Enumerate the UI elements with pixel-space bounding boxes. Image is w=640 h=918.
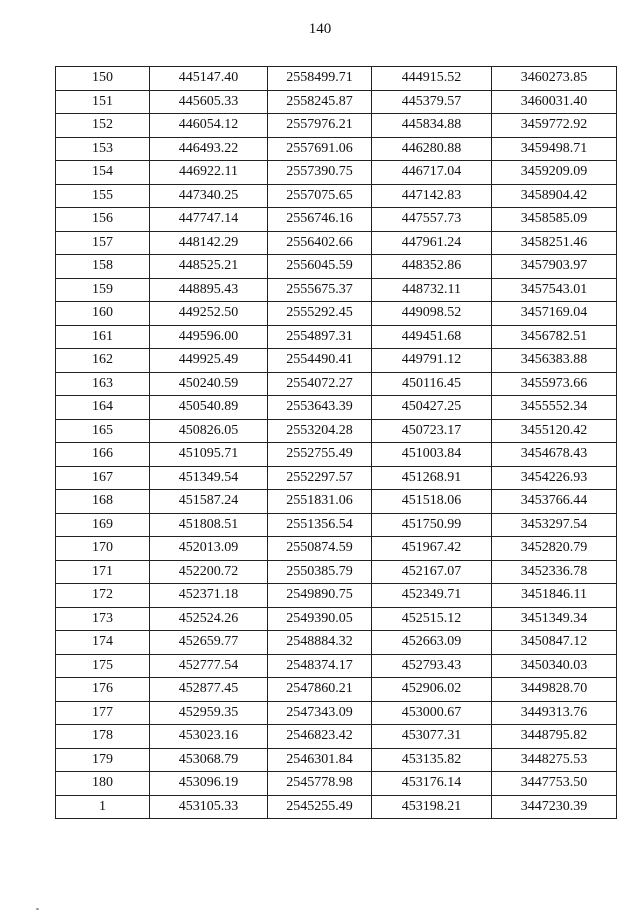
y1-cell: 2555675.37 xyxy=(268,278,372,302)
x1-cell: 452777.54 xyxy=(150,654,268,678)
point-number-cell: 156 xyxy=(56,208,150,232)
y1-cell: 2547343.09 xyxy=(268,701,372,725)
table-row xyxy=(56,161,617,185)
point-number-cell: 166 xyxy=(56,443,150,467)
point-number-cell: 165 xyxy=(56,419,150,443)
y1-cell: 2558499.71 xyxy=(268,67,372,91)
table-row xyxy=(56,443,617,467)
point-number-cell: 170 xyxy=(56,537,150,561)
point-number-cell: 176 xyxy=(56,678,150,702)
point-number-cell: 171 xyxy=(56,560,150,584)
point-number-cell: 157 xyxy=(56,231,150,255)
table-row xyxy=(56,772,617,796)
point-number-cell: 167 xyxy=(56,466,150,490)
x1-cell: 451808.51 xyxy=(150,513,268,537)
y1-cell: 2557390.75 xyxy=(268,161,372,185)
y1-cell: 2556045.59 xyxy=(268,255,372,279)
x2-cell: 445379.57 xyxy=(372,90,492,114)
x2-cell: 444915.52 xyxy=(372,67,492,91)
x1-cell: 453096.19 xyxy=(150,772,268,796)
x2-cell: 452793.43 xyxy=(372,654,492,678)
page-number: 140 xyxy=(308,21,332,37)
table-row xyxy=(56,208,617,232)
point-number-cell: 153 xyxy=(56,137,150,161)
x2-cell: 448732.11 xyxy=(372,278,492,302)
table-row xyxy=(56,419,617,443)
table-row xyxy=(56,278,617,302)
point-number-cell: 1 xyxy=(56,795,150,819)
point-number-cell: 162 xyxy=(56,349,150,373)
table-row xyxy=(56,325,617,349)
point-number-cell: 159 xyxy=(56,278,150,302)
x1-cell: 451587.24 xyxy=(150,490,268,514)
x1-cell: 449596.00 xyxy=(150,325,268,349)
x1-cell: 449252.50 xyxy=(150,302,268,326)
table-row xyxy=(56,513,617,537)
y2-cell: 3452336.78 xyxy=(492,560,617,584)
y1-cell: 2551356.54 xyxy=(268,513,372,537)
point-number-cell: 154 xyxy=(56,161,150,185)
y1-cell: 2556746.16 xyxy=(268,208,372,232)
y2-cell: 3456383.88 xyxy=(492,349,617,373)
x2-cell: 451967.42 xyxy=(372,537,492,561)
x2-cell: 447557.73 xyxy=(372,208,492,232)
point-number-cell: 175 xyxy=(56,654,150,678)
x2-cell: 451268.91 xyxy=(372,466,492,490)
x1-cell: 452200.72 xyxy=(150,560,268,584)
y1-cell: 2557075.65 xyxy=(268,184,372,208)
y1-cell: 2553204.28 xyxy=(268,419,372,443)
point-number-cell: 174 xyxy=(56,631,150,655)
x2-cell: 446280.88 xyxy=(372,137,492,161)
y2-cell: 3457903.97 xyxy=(492,255,617,279)
x2-cell: 451003.84 xyxy=(372,443,492,467)
x1-cell: 445605.33 xyxy=(150,90,268,114)
y1-cell: 2549890.75 xyxy=(268,584,372,608)
x1-cell: 445147.40 xyxy=(150,67,268,91)
x2-cell: 451750.99 xyxy=(372,513,492,537)
x1-cell: 452659.77 xyxy=(150,631,268,655)
y2-cell: 3453297.54 xyxy=(492,513,617,537)
y1-cell: 2557976.21 xyxy=(268,114,372,138)
y2-cell: 3458251.46 xyxy=(492,231,617,255)
table-row xyxy=(56,537,617,561)
table-row xyxy=(56,678,617,702)
x2-cell: 452167.07 xyxy=(372,560,492,584)
table-row xyxy=(56,466,617,490)
x1-cell: 446054.12 xyxy=(150,114,268,138)
table-row xyxy=(56,584,617,608)
y1-cell: 2547860.21 xyxy=(268,678,372,702)
y2-cell: 3448275.53 xyxy=(492,748,617,772)
point-number-cell: 169 xyxy=(56,513,150,537)
x2-cell: 447961.24 xyxy=(372,231,492,255)
table-row xyxy=(56,184,617,208)
point-number-cell: 155 xyxy=(56,184,150,208)
x1-cell: 447747.14 xyxy=(150,208,268,232)
point-number-cell: 160 xyxy=(56,302,150,326)
table-row xyxy=(56,90,617,114)
point-number-cell: 163 xyxy=(56,372,150,396)
point-number-cell: 179 xyxy=(56,748,150,772)
y2-cell: 3455973.66 xyxy=(492,372,617,396)
table-row xyxy=(56,349,617,373)
y1-cell: 2546301.84 xyxy=(268,748,372,772)
x2-cell: 449451.68 xyxy=(372,325,492,349)
x2-cell: 453135.82 xyxy=(372,748,492,772)
y1-cell: 2548884.32 xyxy=(268,631,372,655)
x2-cell: 452663.09 xyxy=(372,631,492,655)
point-number-cell: 151 xyxy=(56,90,150,114)
x2-cell: 445834.88 xyxy=(372,114,492,138)
table-row xyxy=(56,67,617,91)
x2-cell: 452515.12 xyxy=(372,607,492,631)
table-row xyxy=(56,560,617,584)
y1-cell: 2552297.57 xyxy=(268,466,372,490)
y2-cell: 3455552.34 xyxy=(492,396,617,420)
x1-cell: 450240.59 xyxy=(150,372,268,396)
y2-cell: 3448795.82 xyxy=(492,725,617,749)
point-number-cell: 164 xyxy=(56,396,150,420)
scan-speck xyxy=(36,908,39,910)
x1-cell: 449925.49 xyxy=(150,349,268,373)
x1-cell: 452524.26 xyxy=(150,607,268,631)
table-row xyxy=(56,631,617,655)
point-number-cell: 180 xyxy=(56,772,150,796)
table-row xyxy=(56,114,617,138)
y2-cell: 3459498.71 xyxy=(492,137,617,161)
x2-cell: 449098.52 xyxy=(372,302,492,326)
x2-cell: 452349.71 xyxy=(372,584,492,608)
x1-cell: 452877.45 xyxy=(150,678,268,702)
x2-cell: 446717.04 xyxy=(372,161,492,185)
table-row xyxy=(56,302,617,326)
x1-cell: 446922.11 xyxy=(150,161,268,185)
y2-cell: 3456782.51 xyxy=(492,325,617,349)
y1-cell: 2556402.66 xyxy=(268,231,372,255)
x2-cell: 451518.06 xyxy=(372,490,492,514)
y1-cell: 2549390.05 xyxy=(268,607,372,631)
point-number-cell: 177 xyxy=(56,701,150,725)
y1-cell: 2558245.87 xyxy=(268,90,372,114)
x1-cell: 452371.18 xyxy=(150,584,268,608)
y1-cell: 2554072.27 xyxy=(268,372,372,396)
y1-cell: 2554490.41 xyxy=(268,349,372,373)
table-row xyxy=(56,396,617,420)
table-row xyxy=(56,231,617,255)
x1-cell: 448525.21 xyxy=(150,255,268,279)
y1-cell: 2546823.42 xyxy=(268,725,372,749)
y1-cell: 2550385.79 xyxy=(268,560,372,584)
x1-cell: 448142.29 xyxy=(150,231,268,255)
point-number-cell: 168 xyxy=(56,490,150,514)
y2-cell: 3457543.01 xyxy=(492,278,617,302)
y1-cell: 2557691.06 xyxy=(268,137,372,161)
y2-cell: 3454678.43 xyxy=(492,443,617,467)
x1-cell: 451095.71 xyxy=(150,443,268,467)
y2-cell: 3457169.04 xyxy=(492,302,617,326)
y1-cell: 2545778.98 xyxy=(268,772,372,796)
y1-cell: 2545255.49 xyxy=(268,795,372,819)
x1-cell: 446493.22 xyxy=(150,137,268,161)
x1-cell: 453068.79 xyxy=(150,748,268,772)
y2-cell: 3458904.42 xyxy=(492,184,617,208)
x2-cell: 450116.45 xyxy=(372,372,492,396)
x2-cell: 449791.12 xyxy=(372,349,492,373)
x1-cell: 452959.35 xyxy=(150,701,268,725)
x1-cell: 453105.33 xyxy=(150,795,268,819)
point-number-cell: 158 xyxy=(56,255,150,279)
y1-cell: 2554897.31 xyxy=(268,325,372,349)
point-number-cell: 173 xyxy=(56,607,150,631)
point-number-cell: 150 xyxy=(56,67,150,91)
point-number-cell: 152 xyxy=(56,114,150,138)
y2-cell: 3449828.70 xyxy=(492,678,617,702)
y2-cell: 3460031.40 xyxy=(492,90,617,114)
table-row xyxy=(56,795,617,819)
y1-cell: 2552755.49 xyxy=(268,443,372,467)
y2-cell: 3447753.50 xyxy=(492,772,617,796)
x1-cell: 451349.54 xyxy=(150,466,268,490)
coordinates-table xyxy=(55,66,617,819)
y2-cell: 3458585.09 xyxy=(492,208,617,232)
x2-cell: 453000.67 xyxy=(372,701,492,725)
y1-cell: 2550874.59 xyxy=(268,537,372,561)
point-number-cell: 172 xyxy=(56,584,150,608)
table-row xyxy=(56,490,617,514)
x1-cell: 447340.25 xyxy=(150,184,268,208)
y2-cell: 3450847.12 xyxy=(492,631,617,655)
x2-cell: 450427.25 xyxy=(372,396,492,420)
point-number-cell: 161 xyxy=(56,325,150,349)
table-row xyxy=(56,748,617,772)
y2-cell: 3449313.76 xyxy=(492,701,617,725)
y2-cell: 3447230.39 xyxy=(492,795,617,819)
x2-cell: 453198.21 xyxy=(372,795,492,819)
table-row xyxy=(56,607,617,631)
table-row xyxy=(56,137,617,161)
table-row xyxy=(56,255,617,279)
y2-cell: 3453766.44 xyxy=(492,490,617,514)
x2-cell: 453176.14 xyxy=(372,772,492,796)
y2-cell: 3459772.92 xyxy=(492,114,617,138)
y2-cell: 3450340.03 xyxy=(492,654,617,678)
x2-cell: 452906.02 xyxy=(372,678,492,702)
y1-cell: 2553643.39 xyxy=(268,396,372,420)
table-row xyxy=(56,701,617,725)
x1-cell: 453023.16 xyxy=(150,725,268,749)
x1-cell: 448895.43 xyxy=(150,278,268,302)
y2-cell: 3451846.11 xyxy=(492,584,617,608)
y2-cell: 3452820.79 xyxy=(492,537,617,561)
y2-cell: 3459209.09 xyxy=(492,161,617,185)
y2-cell: 3455120.42 xyxy=(492,419,617,443)
table-row xyxy=(56,725,617,749)
y2-cell: 3460273.85 xyxy=(492,67,617,91)
y1-cell: 2555292.45 xyxy=(268,302,372,326)
coordinates-table-body xyxy=(56,67,617,819)
x1-cell: 450540.89 xyxy=(150,396,268,420)
x2-cell: 448352.86 xyxy=(372,255,492,279)
y2-cell: 3451349.34 xyxy=(492,607,617,631)
point-number-cell: 178 xyxy=(56,725,150,749)
y2-cell: 3454226.93 xyxy=(492,466,617,490)
x2-cell: 450723.17 xyxy=(372,419,492,443)
x2-cell: 447142.83 xyxy=(372,184,492,208)
y1-cell: 2548374.17 xyxy=(268,654,372,678)
x2-cell: 453077.31 xyxy=(372,725,492,749)
y1-cell: 2551831.06 xyxy=(268,490,372,514)
table-row xyxy=(56,372,617,396)
x1-cell: 450826.05 xyxy=(150,419,268,443)
x1-cell: 452013.09 xyxy=(150,537,268,561)
table-row xyxy=(56,654,617,678)
